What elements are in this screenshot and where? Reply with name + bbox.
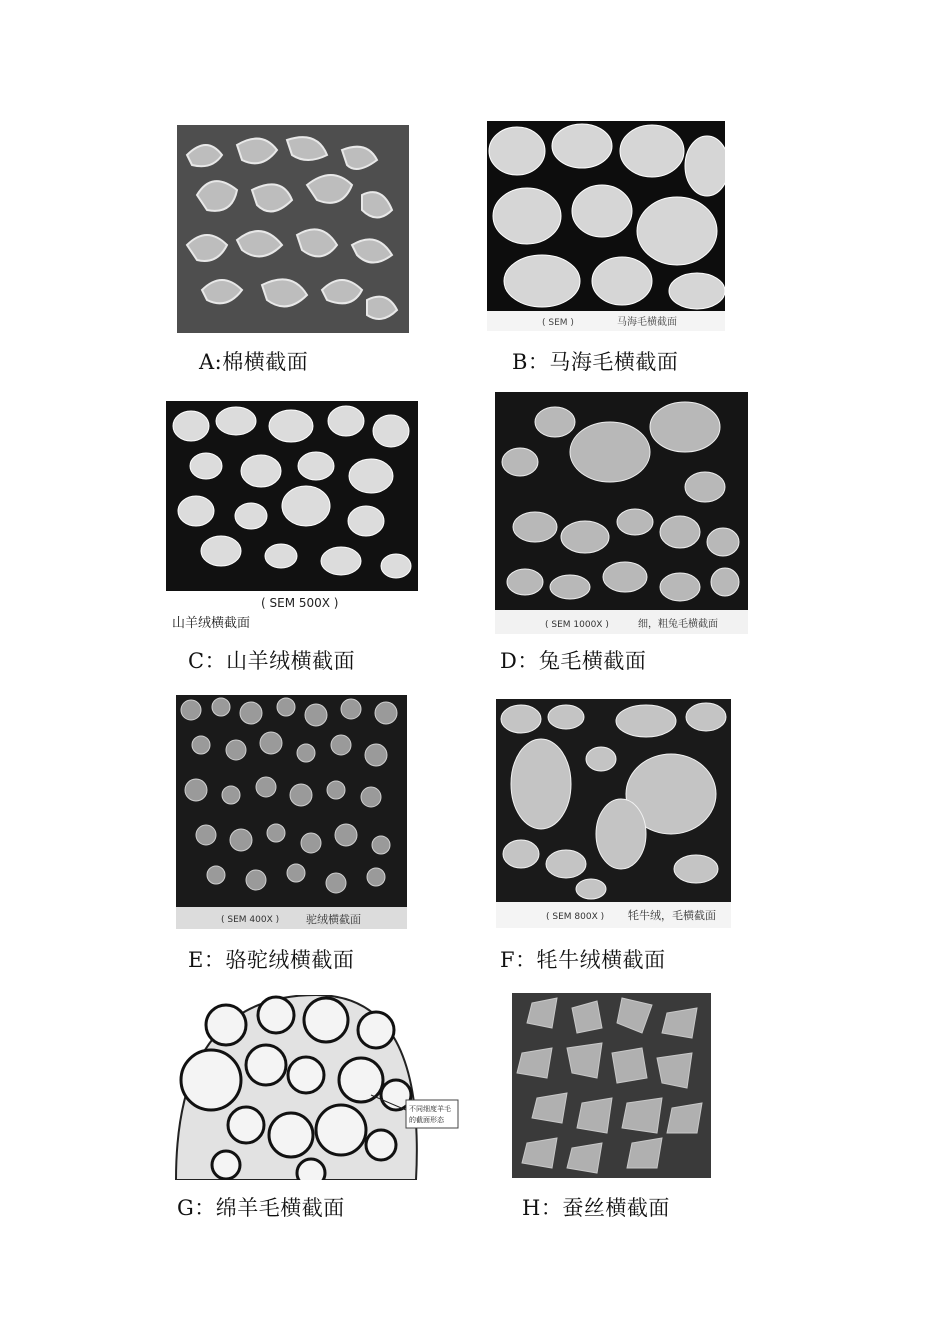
caption-h: H：蚕丝横截面: [522, 1196, 670, 1220]
micrograph-silk: [512, 993, 711, 1178]
caption-g: G：绵羊毛横截面: [177, 1196, 345, 1220]
sem-label-e: ( SEM 400X ): [221, 915, 280, 925]
image-name-d: 细，粗兔毛横截面: [638, 619, 718, 630]
micrograph-sheep-wool: [166, 995, 469, 1180]
sem-label-b: ( SEM ): [542, 318, 574, 328]
image-name-c: 山羊绒横截面: [172, 616, 251, 631]
micrograph-camel: [176, 695, 407, 929]
caption-c: C：山羊绒横截面: [188, 649, 356, 673]
caption-a: A:棉横截面: [199, 350, 309, 374]
caption-d: D：兔毛横截面: [500, 649, 647, 673]
note-line-2: 的截面形态: [409, 1116, 444, 1124]
micrograph-mohair: [487, 121, 725, 331]
micrograph-yak: [496, 699, 731, 928]
image-name-b: 马海毛横截面: [617, 317, 677, 328]
micrograph-cashmere: [166, 401, 418, 633]
caption-b: B：马海毛横截面: [512, 350, 679, 374]
note-line-1: 不同细度羊毛: [409, 1105, 451, 1113]
sem-label-c: ( SEM 500X ): [261, 596, 339, 610]
caption-f: F：牦牛绒横截面: [500, 948, 666, 972]
micrograph-rabbit: [495, 392, 748, 634]
sem-label-f: ( SEM 800X ): [546, 912, 605, 922]
micrograph-cotton: [177, 125, 409, 333]
sem-label-d: ( SEM 1000X ): [545, 620, 609, 630]
image-name-e: 驼绒横截面: [306, 913, 361, 926]
caption-e: E：骆驼绒横截面: [188, 948, 355, 972]
image-name-f: 牦牛绒，毛横截面: [628, 909, 716, 922]
